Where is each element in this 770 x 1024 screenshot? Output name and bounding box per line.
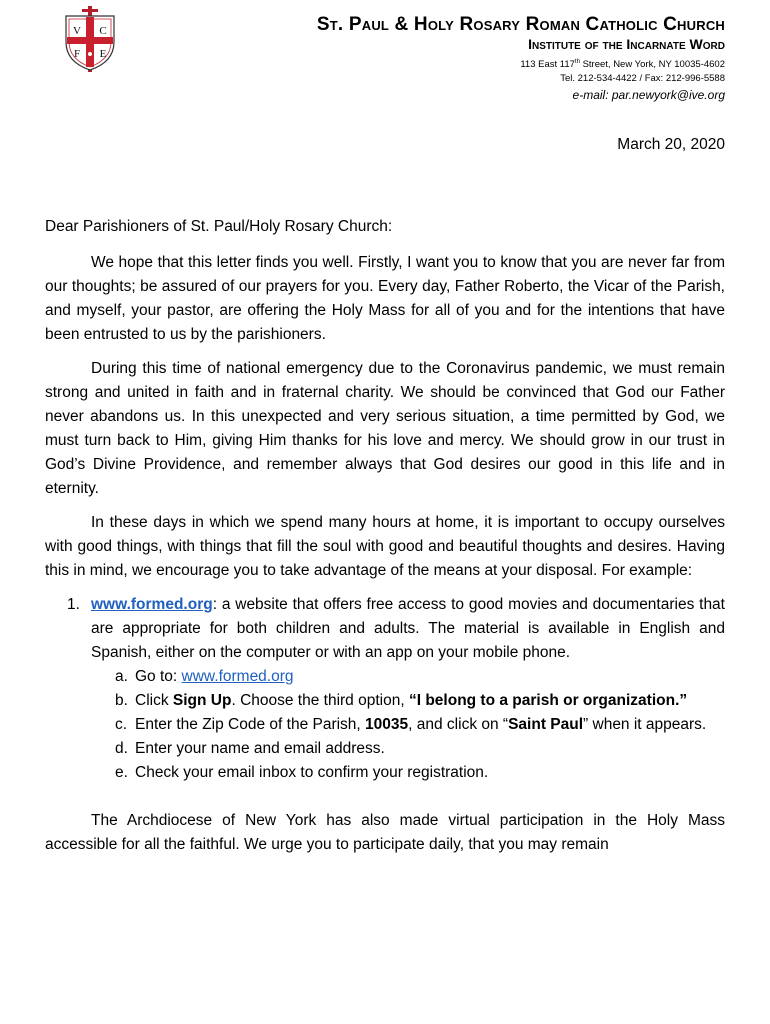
address-ordinal: th [574,59,580,65]
letter-body [45,251,725,867]
church-address [317,55,725,72]
crest-letter: C [99,25,107,37]
step-item [115,737,725,761]
step-letter: b. [115,692,128,709]
church-name: St. Paul & Holy Rosary Roman Catholic Church [316,14,725,35]
step-text: Check your email inbox to confirm your registration. [135,764,489,781]
address-line-end: Street, New York, NY 10035-4602 [579,59,725,71]
step-text: Enter your name and email address. [135,740,385,757]
step-bold-text: Saint Paul [508,716,584,733]
formed-link[interactable]: www.formed.org [91,596,213,613]
step-item [115,713,725,737]
church-email: e-mail: par.newyork@ive.org [572,88,725,103]
step-item [115,665,725,689]
step-text: Enter the Zip Code of the Parish, [135,716,366,733]
salutation: Dear Parishioners of St. Paul/Holy Rosary Church: [45,218,393,235]
step-text: Go to: [135,668,182,685]
paragraph: In these days in which we spend many hours at home, it is important to occupy ourselves with good things, with things that fill the soul with good and beautiful thoughts and desires. Having this in mind, we encourage you to take advantage of the means at your disposal. For example: [45,514,725,579]
step-text: . Choose the third option, [231,692,409,709]
crest-letter: E [99,48,107,60]
phone-fax: Tel. 212-534-4422 / Fax: 212-996-5588 [560,73,725,85]
paragraph: During this time of national emergency due to the Coronavirus pandemic, we must remain strong and united in faith and in fraternal charity. We should be convinced that God our Father never abandons us. In this unexpected and very serious situation, a time permitted by God, we must turn back to Him, giving Him thanks for his love and mercy. We should grow in our trust in God’s Divine Providence, and remember always that God desires our good in this life and in eternity. [45,360,725,497]
list-number: 1. [67,596,80,613]
step-item [115,689,725,713]
resource-item [67,593,725,785]
step-text: , and click on “ [408,716,509,733]
letterhead [317,14,725,103]
address-line-start: 113 East 117 [520,59,575,71]
step-letter: d. [115,740,128,757]
resource-list [45,593,725,785]
step-bold-text: 10035 [365,716,409,733]
crest-letter: V [73,25,81,37]
step-bold-text: Sign Up [172,692,232,709]
paragraph: The Archdiocese of New York has also made virtual participation in the Holy Mass accessible for all the faithful. We urge you to participate daily, that you may remain [45,812,725,853]
step-item [115,761,725,785]
formed-link-step[interactable]: www.formed.org [181,668,294,685]
paragraph: We hope that this letter finds you well. Firstly, I want you to know that you are never far from our thoughts; be assured of our prayers for you. Every day, Father Roberto, the Vicar of the Parish, and myself, your pastor, are offering the Holy Mass for all of you and for the intentions that have been entrusted to us by the parishioners. [45,254,725,343]
resource-description: : a website that offers free access to good movies and documentaries that are appropriate for both children and adults. The material is available in English and Spanish, either on the computer or with an app on your mobile phone. [91,596,725,661]
crest-icon [52,6,128,72]
step-text: ” when it appears. [583,716,707,733]
crest-letter: F [73,48,81,60]
step-text: Click [135,692,173,709]
church-crest-logo [52,6,128,72]
step-letter: a. [115,668,128,685]
letter-date: March 20, 2020 [617,136,725,153]
step-letter: c. [115,716,128,733]
step-letter: e. [115,764,128,781]
institute-name: Institute of the Incarnate Word [528,36,725,52]
steps-list [91,665,725,785]
step-bold-text: “I belong to a parish or organization.” [408,692,688,709]
